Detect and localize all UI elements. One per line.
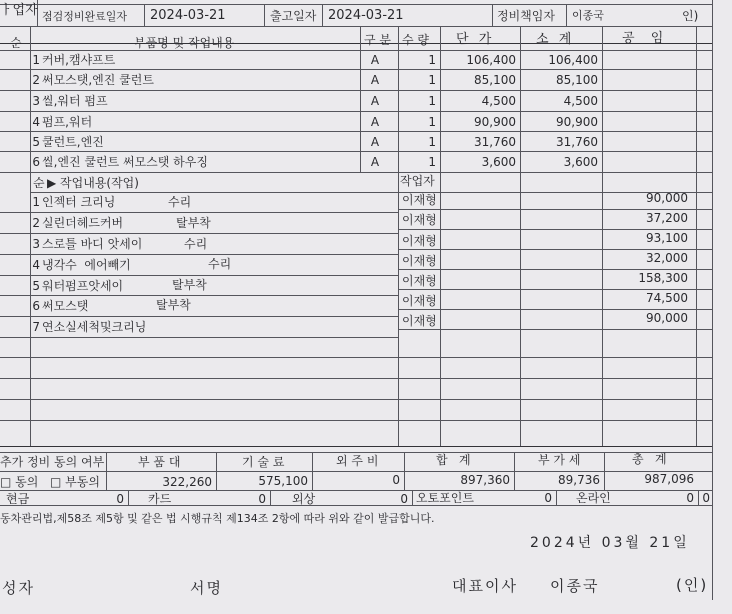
sum-label: 합 계 (436, 453, 471, 467)
manager-name: 이종국 (572, 9, 604, 22)
work-item: 워터펌프앗세이 (42, 279, 124, 293)
work-no: 6 (32, 299, 40, 313)
top-strip-divider (322, 4, 323, 26)
col-line-qty (398, 26, 399, 446)
part-no: 1 (32, 53, 40, 67)
consent-label: 추가 정비 동의 여부 (0, 455, 105, 469)
sum-value: 897,360 (460, 473, 510, 487)
payment-divider (270, 490, 271, 505)
row-line (0, 111, 712, 112)
row-line (0, 131, 712, 132)
col-line-right (696, 26, 697, 446)
cash-value: 0 (116, 492, 124, 506)
total-label: 총 계 (632, 452, 667, 466)
row-line (0, 69, 712, 70)
work-item: 인젝터 크리닝 (42, 195, 116, 209)
work-item: 스로틀 바디 앗세이 (42, 237, 143, 251)
top-strip-divider (492, 4, 493, 26)
work-labor: 90,000 (646, 191, 688, 205)
payment-divider (412, 490, 413, 505)
manager-seal: 인) (682, 9, 699, 23)
row-line (0, 357, 712, 358)
signature-label: 서명 (190, 579, 223, 597)
outsourcing-label: 외 주 비 (336, 454, 379, 468)
part-no: 6 (32, 155, 40, 169)
part-subtotal: 85,100 (556, 73, 598, 87)
work-labor: 32,000 (646, 251, 688, 265)
parts-header-category: 구 분 (364, 33, 391, 47)
parts-fee-label: 부 품 대 (138, 455, 181, 469)
row-line (0, 151, 712, 152)
work-no: 3 (32, 237, 40, 251)
part-name: 쿨런트,엔진 (42, 135, 104, 149)
work-no: 4 (32, 258, 40, 272)
completion-date: 2024-03-21 (150, 8, 226, 23)
row-line (398, 209, 712, 210)
work-action: 탈부착 (156, 298, 191, 312)
part-name: 커버,캠샤프트 (42, 53, 116, 67)
part-qty: 1 (428, 53, 436, 67)
parts-header-unit-price: 단 가 (456, 32, 495, 47)
row-line (398, 289, 712, 290)
part-subtotal: 106,400 (548, 53, 598, 67)
payment-divider (128, 490, 129, 505)
issue-date: 2024년 03월 21일 (530, 535, 690, 551)
part-unit-price: 31,760 (474, 135, 516, 149)
work-no: 5 (32, 279, 40, 293)
part-no: 2 (32, 73, 40, 87)
row-line (0, 337, 398, 338)
part-category: A (370, 73, 380, 87)
top-strip-bottom-line (0, 26, 712, 27)
tech-fee-label: 기 술 료 (242, 455, 285, 469)
row-line (0, 90, 712, 91)
part-subtotal: 90,900 (556, 115, 598, 129)
legal-notice: 동차관리법,제58조 제5항 및 같은 법 시행규칙 제134조 2항에 따라 위와 같이 발급합니다. (0, 512, 435, 525)
consent-checkbox[interactable]: □ 동의 (0, 475, 39, 489)
total-value: 987,096 (644, 472, 694, 486)
part-unit-price: 4,500 (481, 94, 516, 108)
writer-label: 성자 (2, 579, 35, 597)
row-line (0, 316, 398, 317)
work-labor: 74,500 (646, 291, 688, 305)
col-line-unit-price (440, 26, 441, 446)
parts-header-subtotal: 소 계 (536, 32, 575, 47)
parts-header-name: 부품명 및 작업내용 (134, 36, 235, 50)
credit-label: 외상 (292, 492, 316, 506)
ceo-label: 대표이사 (452, 577, 518, 595)
row-line (398, 229, 712, 230)
work-no: 1 (32, 195, 40, 209)
payment-divider (556, 490, 557, 505)
work-header-content: ▶ 작업내용(작업) (47, 176, 139, 190)
ceo-name: 이종국 (550, 577, 600, 595)
row-line (398, 249, 712, 250)
work-labor: 90,000 (646, 311, 688, 325)
work-worker: 이재형 (402, 213, 437, 227)
autopoint-value: 0 (544, 491, 552, 505)
part-name: 씰,엔진 쿨런트 써모스탯 하우징 (42, 155, 208, 169)
part-category: A (370, 94, 380, 108)
work-action: 탈부착 (176, 216, 211, 230)
ceo-seal: (인) (676, 576, 709, 594)
top-strip-divider (264, 4, 265, 26)
parts-header-labor: 공 임 (622, 31, 670, 46)
work-header-no: 순 (33, 176, 45, 190)
part-qty: 1 (428, 94, 436, 108)
row-line (0, 275, 398, 276)
work-worker: 이재형 (402, 314, 437, 328)
parts-fee-value: 322,260 (162, 475, 212, 489)
row-line (0, 399, 712, 400)
work-no: 2 (32, 216, 40, 230)
part-no: 4 (32, 115, 40, 129)
part-name: 펌프,워터 (42, 115, 93, 129)
part-category: A (370, 115, 380, 129)
part-name: 써모스탯,엔진 쿨런트 (42, 73, 154, 87)
card-value: 0 (258, 492, 266, 506)
part-unit-price: 90,900 (474, 115, 516, 129)
top-strip-divider (144, 4, 145, 26)
work-item: 실린더헤드커버 (42, 216, 124, 230)
table-bottom-line (0, 446, 712, 447)
row-line (0, 378, 712, 379)
vat-value: 89,736 (558, 473, 600, 487)
work-worker: 이재형 (402, 234, 437, 248)
online-label: 온라인 (576, 491, 611, 505)
card-label: 카드 (148, 492, 172, 506)
work-no: 7 (32, 320, 40, 334)
tech-fee-value: 575,100 (258, 474, 308, 488)
online-extra-value: 0 (702, 491, 710, 505)
part-qty: 1 (428, 155, 436, 169)
work-item: 연소실세척및크리닝 (42, 320, 147, 334)
work-action: 수리 (208, 257, 232, 271)
credit-value: 0 (400, 492, 408, 506)
vat-label: 부 가 세 (538, 453, 581, 467)
part-category: A (370, 155, 380, 169)
work-labor: 37,200 (646, 211, 688, 225)
col-line-no (30, 26, 31, 446)
part-subtotal: 31,760 (556, 135, 598, 149)
part-category: A (370, 135, 380, 149)
part-subtotal: 4,500 (563, 94, 598, 108)
part-unit-price: 106,400 (466, 53, 516, 67)
right-border-line (712, 0, 713, 26)
work-action: 탈부착 (172, 278, 207, 292)
part-name: 씰,워터 펌프 (42, 94, 108, 108)
cash-label: 현금 (6, 492, 30, 506)
outsourcing-value: 0 (392, 473, 400, 487)
row-line (0, 233, 398, 234)
left-edge-label: ㅏ업자 (0, 3, 38, 18)
part-qty: 1 (428, 115, 436, 129)
work-item: 써모스탯 (42, 299, 89, 313)
top-border-line (0, 4, 712, 5)
work-action: 수리 (184, 237, 208, 251)
part-unit-price: 85,100 (474, 73, 516, 87)
parts-header-bottom-line (0, 50, 712, 51)
release-date-label: 출고일자 (270, 9, 317, 23)
manager-label: 정비책임자 (497, 9, 555, 23)
release-date: 2024-03-21 (328, 8, 404, 23)
work-header-worker: 작업자 (400, 174, 435, 188)
row-line (0, 420, 712, 421)
work-labor: 93,100 (646, 231, 688, 245)
row-line (0, 295, 398, 296)
row-line (0, 212, 398, 213)
row-line (398, 309, 712, 310)
row-line (398, 269, 712, 270)
header-divider-line (0, 43, 712, 44)
work-item: 냉각수 에어빼기 (42, 258, 131, 272)
parts-header-no: 순 (10, 36, 22, 50)
work-labor: 158,300 (638, 271, 688, 285)
nonconsent-checkbox[interactable]: □ 부동의 (50, 475, 100, 489)
autopoint-label: 오토포인트 (416, 491, 474, 505)
row-line (0, 172, 712, 173)
work-worker: 이재형 (402, 274, 437, 288)
part-category: A (370, 53, 380, 67)
part-no: 3 (32, 94, 40, 108)
part-subtotal: 3,600 (563, 155, 598, 169)
row-line (0, 254, 398, 255)
part-qty: 1 (428, 135, 436, 149)
right-border-line (712, 26, 713, 600)
part-unit-price: 3,600 (481, 155, 516, 169)
row-line (398, 329, 712, 330)
work-action: 수리 (168, 195, 192, 209)
col-line-subtotal (520, 26, 521, 446)
work-worker: 이재형 (402, 294, 437, 308)
completion-date-label: 점검정비완료일자 (42, 10, 128, 23)
top-strip-divider (566, 4, 567, 26)
part-qty: 1 (428, 73, 436, 87)
work-worker: 이재형 (402, 254, 437, 268)
parts-header-qty: 수 량 (402, 33, 429, 47)
work-worker: 이재형 (402, 193, 437, 207)
part-no: 5 (32, 135, 40, 149)
online-value: 0 (686, 491, 694, 505)
